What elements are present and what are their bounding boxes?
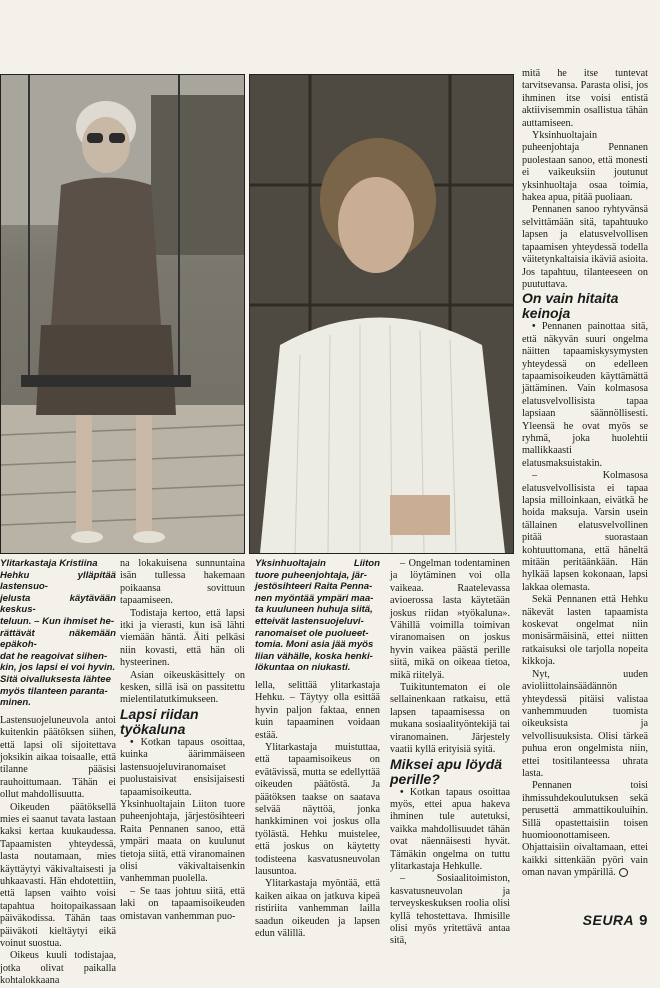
paragraph: Sekä Pennanen että Hehku näkevät lasten tapaamista koskevat ongelmat niin monisärmäisinä, ettei niitten ratkaisuksi ole tarjolla nopeita kikkoja.: [522, 594, 648, 668]
paragraph: Lastensuojeluneuvola antoi kuitenkin päätöksen siihen, että lapsi oli sijoitettava joksikin aikaa toisaalle, että tilanne pääsisi rauhoittumaan. Tähän ei ollut mahdollisuutta.: [0, 714, 116, 801]
paragraph: – Sosiaalitoimiston, kasvatusneuvolan ja terveyskeskuksen roolia olisi kyllä tehostettava. Ihmisille olisi myös yritettävä antaa sitä,: [390, 873, 510, 947]
column-b: [120, 558, 245, 923]
paragraph: – Kolmasosa elatusvelvollisista ei tapaa lapsia milloinkaan, eivätkä he hoida maksuja. Varsin usein tällainen elatusvelvollinen pitää suorastaan kohtuuttomana, että häneltä mitään peritäänkään. Hän hylkää lapsen kokonaan, lapsi lakkaa olemasta.: [522, 470, 648, 593]
photo-woman-on-swing: [0, 74, 245, 554]
paragraph: Pennanen sanoo ryhtyvänsä selvittämään sitä, tapahtuuko lapsen ja elatusvelvollisen tapaamisen yhteydessä todella väitetynkaltaisia ikäviä asioita. Jos tapahtuu, tilanteeseen on puututtava.: [522, 204, 648, 290]
paragraph-final: Pennanen toisi ihmissuhdekoulutuksen sekä perusettä ammattikouluihin. Sillä opastettaisiin toisen huomioonottamiseen. Ohjattaisiin oivaltamaan, ettei kaikki sittenkään pyöri vain oman navan ympärillä.: [522, 780, 648, 879]
paragraph: Todistaja kertoo, että lapsi itki ja vierasti, kun isä lähti viemään häntä. Äiti pelkäsi niin kovasti, että hän oli hysteerinen.: [120, 607, 245, 669]
paragraph: Oikeus kuuli todistajaa, jotka olivat paikalla kohtalokkaana: [0, 950, 116, 987]
column-d: [390, 558, 510, 948]
paragraph: na lokakuisena sunnuntaina isän tullessa hakemaan poikaansa sovittuun tapaamiseen.: [120, 558, 245, 607]
photo-caption-left: Ylitarkastaja Kristiina Hehku ylläpitää lastensuo- jelusta käytävään keskus- teluun. – Kun ihmiset he- rättävät näkemään epäkoh- dat he reagoivat siihen- kin, jos lapsi ei voi hyvin. Sitä oivalluksesta lähtee myös tilanteen paranta- minen.: [0, 558, 116, 709]
paragraph: – Ongelman todentaminen ja löytäminen voi olla vaikeaa. Raatelevassa avioerossa lasta käytetään joskus riidan »työkaluna». Vähillä voimilla toimivan viranomaisen on joskus hyvin vaikea päästä perille siitä, mikä on oikeaa tietoa, mikä riitelyä.: [390, 558, 510, 681]
page-number: 9: [639, 912, 648, 929]
paragraph: • Kotkan tapaus osoittaa myös, ettei apua hakeva ihminen tule autetuksi, vaikka mahdollisuudet tähän ovat näennäisesti hyvät. Tämäkin ongelma on tuttu ylitarkastaja Hehkulle.: [390, 787, 510, 874]
page-footer: [583, 912, 648, 929]
column-a: [0, 558, 116, 988]
photo-woman-portrait: [249, 74, 514, 554]
column-c: [255, 558, 380, 940]
paragraph: Asian oikeuskäsittely on kesken, sillä isä on passitettu mielentilatutkimukseen.: [120, 669, 245, 706]
subheading-miksei-apu-loyda-perille: Miksei apu löydä perille?: [390, 755, 503, 787]
paragraph: Nyt, uuden avioliittolainsäädännön yhteydessä pitäisi valistaa vanhemmuuden tuomista oikeuksista ja velvollisuuksista. Olisi tärkeä puhua eron ongelmista niin, ettei tositilanteessa uhrata lasta.: [522, 668, 648, 779]
paragraph: • Pennanen painottaa sitä, että näkyvän suuri ongelma näitten tapaamiskysymysten yhteydessä on edelleen tapaamisoikeuden käyttämättä jättäminen. Vain kolmasosa elatusvelvollisista tapaa lapsiaan säännöllisesti. Yleensä he ovat myös se ryhmä, joka huolehtii mallikkaasti elatusmaksuistakin.: [522, 321, 648, 470]
subheading-lapsi-riidan-tyokaluna: Lapsi riidan työkaluna: [120, 705, 199, 737]
subheading-on-vain-hitaita-keinoja: On vain hitaita keinoja: [522, 290, 619, 322]
paragraph: Oikeuden päätöksellä mies ei saanut tavata lastaan kaksi kertaa kuukaudessa. Tapaamisten yhteydessä, lasta noutamaan, mies käyttäytyi väkivaltaisesti ja uhkaavasti. Hän ehdotettiin, että lapsen vaihto voisi tapahtua hoitopaikassaan päiväkodissa. Tähän taas päiväkoti kieltäytyi eikä voinut suostua.: [0, 801, 116, 950]
photo-caption-right: Yksinhuoltajain Liiton tuore puheenjohtaja, jär- jestösihteeri Raita Penna- nen myöntää ympäri maa- ta kuuluneen huhuja siitä, etteivät lastensuojeluvi- ranomaiset ole puolueet- tomia. Moni asia jää myös liian vähälle, koska henki- lökuntaa on niukasti.: [255, 558, 380, 674]
end-of-article-icon: [619, 868, 628, 877]
magazine-name: SEURA: [582, 912, 635, 928]
paragraph: Ylitarkastaja muistuttaa, että tapaamisoikeus on evätävissä, mutta se edellyttää oikeuden päätöstä. Ja päätöksen taakse on saatava selvää näyttöä, jonka hankkiminen voi joskus olla työlästä. Hehku muistelee, että joskus on käytetty todisteena kasvatusneuvolan lausuntoa.: [255, 741, 380, 878]
column-e: [522, 68, 648, 880]
paragraph: mitä he itse tuntevat tarvitsevansa. Parasta olisi, jos ihminen itse voisi entistä aktiivisemmin osallistua tähän auttamiseen.: [522, 68, 648, 129]
paragraph: lella, selittää ylitarkastaja Hehku. – Täytyy olla esittää hyvin paljon faktaa, ennen kuin tapaaminen voidaan estää.: [255, 679, 380, 741]
paragraph: • Kotkan tapaus osoittaa, kuinka äärimmäiseen lastensuojeluviranomaiset puolustaisivat ensisijaisesti tapaamisoikeutta. Yksinhuoltajain Liiton tuore puheenjohtaja, järjestösihteeri Raita Pennanen sanoo, että ympäri maata on kuulunut tietoja siitä, että viranomainen olisi väkivaltaisenkin vanhemman puolella.: [120, 737, 245, 886]
paragraph: Ylitarkastaja myöntää, että kaiken aikaa on jatkuva kipeä ristiriita vanhemman lailla saadun oikeuden ja lapsen edun välillä.: [255, 878, 380, 940]
paragraph: – Se taas johtuu siitä, että laki on tapaamisoikeuden omistavan vanhemman puo-: [120, 885, 245, 922]
paragraph: Tuikituntematon ei ole sellainenkaan ratkaisu, että lapsen tapaamisessa on mukana sosiaalityöntekijä tai viranomainen. Järjestely vaatii kyllä erityisiä syitä.: [390, 682, 510, 756]
paragraph: Yksinhuoltajain puheenjohtaja Pennanen puolestaan sanoo, että monesti ei vaikeuksiin joutunut yksinhuoltaja osaa toimia, hakea apua, pitää puoliaan.: [522, 130, 648, 204]
